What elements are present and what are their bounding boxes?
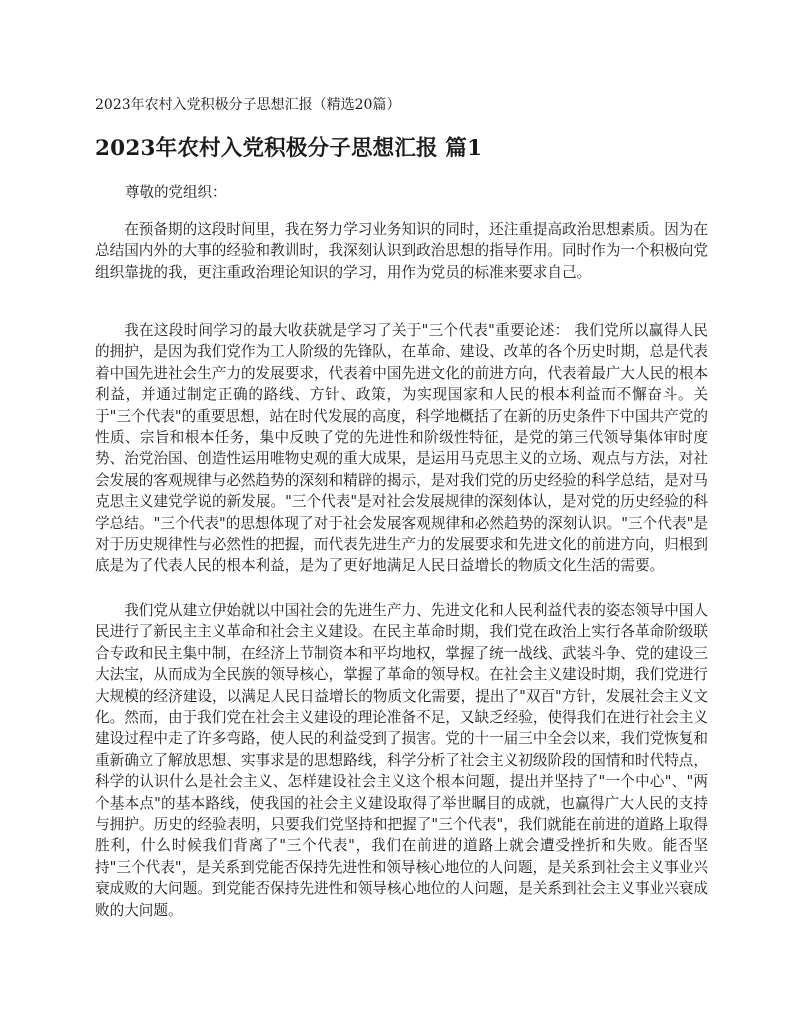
salutation: 尊敬的党组织：: [125, 185, 227, 201]
document-header: 2023年农村入党积极分子思想汇报（精选20篇）: [95, 97, 401, 113]
paragraph-2: 我在这段时间学习的最大收获就是学习了关于"三个代表"重要论述： 我们党所以赢得人民的拥护，是因为我们党作为工人阶级的先锋队，在革命、建设、改革的各个历史时期，总是代表着中国先进社会生产力的发展要求，代表着中国先进文化的前进方向，代表着最广大人民的根本利益，并通过制定正确的路线、方针、政策，为实现国家和人民的根本利益而不懈奋斗。关于"三个代表"的重要思想，站在时代发展的高度，科学地概括了在新的历史条件下中国共产党的性质、宗旨和根本任务，集中反映了党的先进性和阶级性特征，是党的第三代领导集体审时度势、治党治国、创造性运用唯物史观的重大成果，是运用马克思主义的立场、观点与方法，对社会发展的客观规律与必然趋势的深刻和精辟的揭示，是对我们党的历史经验的科学总结，是对马克思主义建党学说的新发展。"三个代表"是对社会发展规律的深刻体认，是对党的历史经验的科学总结。"三个代表"的思想体现了对于社会发展客观规律和必然趋势的深刻认识。"三个代表"是对于历史规律性与必然性的把握，而代表先进生产力的发展要求和先进文化的前进方向，归根到底是为了代表人民的根本利益，是为了更好地满足人民日益增长的物质文化生活的需要。: [95, 322, 708, 575]
paragraph-3: 我们党从建立伊始就以中国社会的先进生产力、先进文化和人民利益代表的姿态领导中国人民进行了新民主主义革命和社会主义建设。在民主革命时期，我们党在政治上实行各革命阶级联合专政和民主集中制，在经济上节制资本和平均地权，掌握了统一战线、武装斗争、党的建设三大法宝，从而成为全民族的领导核心，掌握了革命的领导权。在社会主义建设时期，我们党进行大规模的经济建设，以满足人民日益增长的物质文化需要，提出了"双百"方针，发展社会主义文化。然而，由于我们党在社会主义建设的理论准备不足，又缺乏经验，使得我们在进行社会主义建设过程中走了许多弯路，使人民的利益受到了损害。党的十一届三中全会以来，我们党恢复和重新确立了解放思想、实事求是的思想路线，科学分析了社会主义初级阶段的国情和时代特点，科学的认识什么是社会主义、怎样建设社会主义这个根本问题，提出并坚持了"一个中心"、"两个基本点"的基本路线，使我国的社会主义建设取得了举世瞩目的成就，也赢得广大人民的支持与拥护。历史的经验表明，只要我们党坚持和把握了"三个代表"，我们就能在前进的道路上取得胜利，什么时候我们背离了"三个代表"，我们在前进的道路上就会遭受挫折和失败。能否坚持"三个代表"，是关系到党能否保持先进性和领导核心地位的人问题，是关系到社会主义事业兴衰成败的大问题。到党能否保持先进性和领导核心地位的人问题，是关系到社会主义事业兴衰成败的大问题。: [95, 602, 708, 919]
document-title: 2023年农村入党积极分子思想汇报 篇1: [95, 136, 483, 161]
paragraph-1: 在预备期的这段时间里，我在努力学习业务知识的同时，还注重提高政治思想素质。因为在总结国内外的大事的经验和教训时，我深刻认识到政治思想的指导作用。同时作为一个积极向党组织靠拢的我，更注重政治理论知识的学习，用作为党员的标准来要求自己。: [95, 221, 708, 281]
